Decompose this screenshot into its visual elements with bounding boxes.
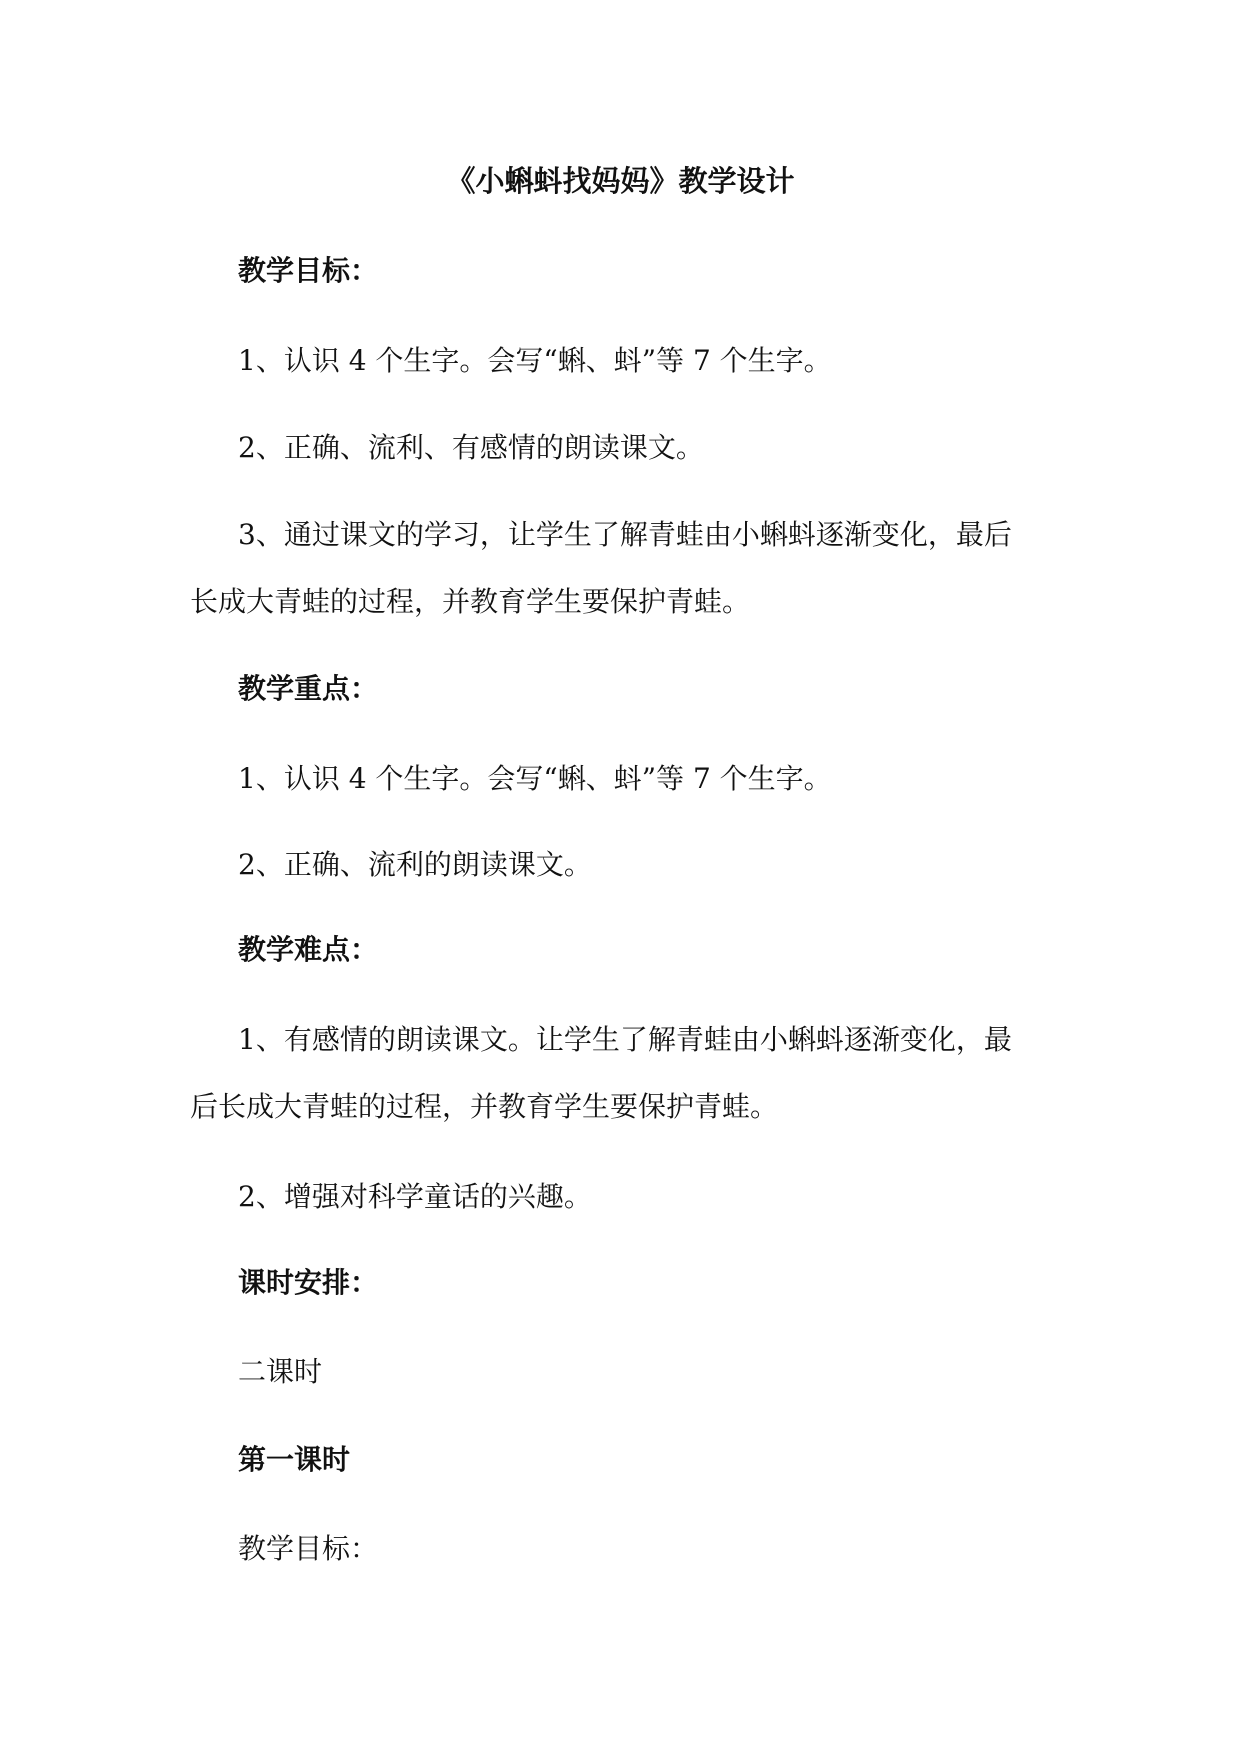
key-points-heading: 教学重点： [238,672,379,705]
goals-item-3-continuation: 长成大青蛙的过程，并教育学生要保护青蛙。 [190,585,751,618]
goals-item-3: 3、通过课文的学习，让学生了解青蛙由小蝌蚪逐渐变化，最后 [238,518,1012,551]
difficulties-item-2: 2、增强对科学童话的兴趣。 [238,1180,592,1213]
first-lesson-goals-subheading: 教学目标： [238,1532,379,1565]
key-points-item-1: 1、认识 4 个生字。会写“蝌、蚪”等 7 个生字。 [238,762,832,795]
goals-heading: 教学目标： [238,254,379,287]
first-lesson-heading: 第一课时 [238,1443,351,1476]
schedule-value: 二课时 [238,1355,323,1388]
difficulties-item-1-continuation: 后长成大青蛙的过程，并教育学生要保护青蛙。 [190,1090,779,1123]
key-points-item-2: 2、正确、流利的朗读课文。 [238,848,592,881]
goals-item-2: 2、正确、流利、有感情的朗读课文。 [238,431,704,464]
goals-item-1: 1、认识 4 个生字。会写“蝌、蚪”等 7 个生字。 [238,344,832,377]
difficulties-item-1: 1、有感情的朗读课文。让学生了解青蛙由小蝌蚪逐渐变化，最 [238,1023,1012,1056]
document-title: 《小蝌蚪找妈妈》教学设计 [446,164,795,198]
schedule-heading: 课时安排： [238,1266,379,1299]
difficulties-heading: 教学难点： [238,933,379,966]
